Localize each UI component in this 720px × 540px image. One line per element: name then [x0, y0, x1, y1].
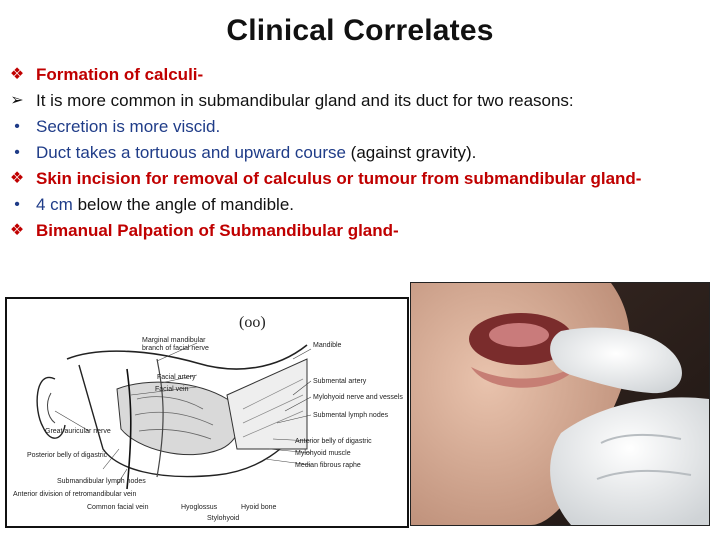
label-marginal-mandibular-2: branch of facial nerve — [142, 345, 209, 352]
bullet-item — [6, 114, 716, 140]
arrow-bullet-icon: ➢ — [10, 92, 24, 109]
bullet-text-segment: Duct takes a tortuous and upward course — [36, 143, 346, 162]
bullet-item — [6, 88, 716, 114]
label-mylohyoid-nerve: Mylohyoid nerve and vessels — [313, 394, 403, 401]
bullet-text-segment: below the angle of mandible. — [72, 195, 294, 214]
submandibular-region-diagram — [5, 297, 409, 528]
label-posterior-belly: Posterior belly of digastric — [27, 452, 108, 459]
bullet-text-segment: 4 cm — [36, 195, 73, 214]
bullet-item — [6, 62, 716, 88]
bimanual-palpation-photo — [410, 282, 710, 526]
dot-bullet-icon: • — [14, 144, 20, 161]
label-mandible: Mandible — [313, 342, 342, 349]
submandibular-gland — [117, 382, 240, 455]
bullet-item — [6, 192, 716, 218]
label-mylohyoid-muscle: Mylohyoid muscle — [295, 450, 351, 457]
label-anterior-division: Anterior division of retromandibular vein — [13, 491, 137, 498]
label-submental-artery: Submental artery — [313, 378, 367, 385]
bullet-text — [36, 114, 220, 140]
label-facial-vein: Facial vein — [155, 386, 189, 393]
label-submental-lymph: Submental lymph nodes — [313, 412, 389, 419]
label-hyoid-bone: Hyoid bone — [241, 504, 277, 511]
bullet-text — [36, 218, 399, 244]
bullet-item — [6, 140, 716, 166]
label-great-auricular: Great auricular nerve — [45, 428, 111, 435]
bullet-text-segment: Secretion is more viscid. — [36, 117, 221, 136]
label-facial-artery: Facial artery — [157, 374, 196, 381]
bullet-text-segment: It is more common in submandibular gland and its duct for two reasons: — [36, 91, 574, 110]
bullet-text — [36, 192, 294, 218]
label-stylohyoid: Stylohyoid — [207, 515, 240, 522]
bullet-text — [36, 62, 203, 88]
label-hyoglossus: Hyoglossus — [181, 504, 218, 511]
bullet-text-segment: (against gravity). — [345, 143, 477, 162]
mylohyoid-muscle — [227, 359, 307, 449]
label-common-facial-vein: Common facial vein — [87, 504, 149, 511]
label-submandibular-lymph: Submandibular lymph nodes — [57, 478, 146, 485]
label-median-raphe: Median fibrous raphe — [295, 462, 361, 469]
diamond-bullet-icon: ❖ — [9, 170, 25, 187]
label-anterior-belly: Anterior belly of digastric — [295, 438, 372, 445]
slide-title: Clinical Correlates — [226, 14, 494, 47]
bullet-text-segment: Skin incision for removal of calculus or tumour from submandibular gland- — [36, 169, 642, 188]
bullet-item — [6, 166, 716, 192]
label-marginal-mandibular: Marginal mandibular — [142, 337, 206, 344]
diamond-bullet-icon: ❖ — [9, 222, 25, 239]
diagram-illustration — [7, 299, 407, 526]
diamond-bullet-icon: ❖ — [9, 66, 25, 83]
dot-bullet-icon: • — [14, 118, 20, 135]
bullet-list — [6, 62, 716, 244]
bullet-item — [6, 218, 716, 244]
bullet-text — [36, 140, 476, 166]
sketch-mark: (oo) — [239, 314, 266, 331]
dot-bullet-icon: • — [14, 196, 20, 213]
bullet-text-segment: Bimanual Palpation of Submandibular gland- — [36, 221, 399, 240]
bullet-text-segment: Formation of calculi- — [36, 65, 204, 84]
bullet-text — [36, 88, 574, 114]
bullet-text — [36, 166, 641, 192]
